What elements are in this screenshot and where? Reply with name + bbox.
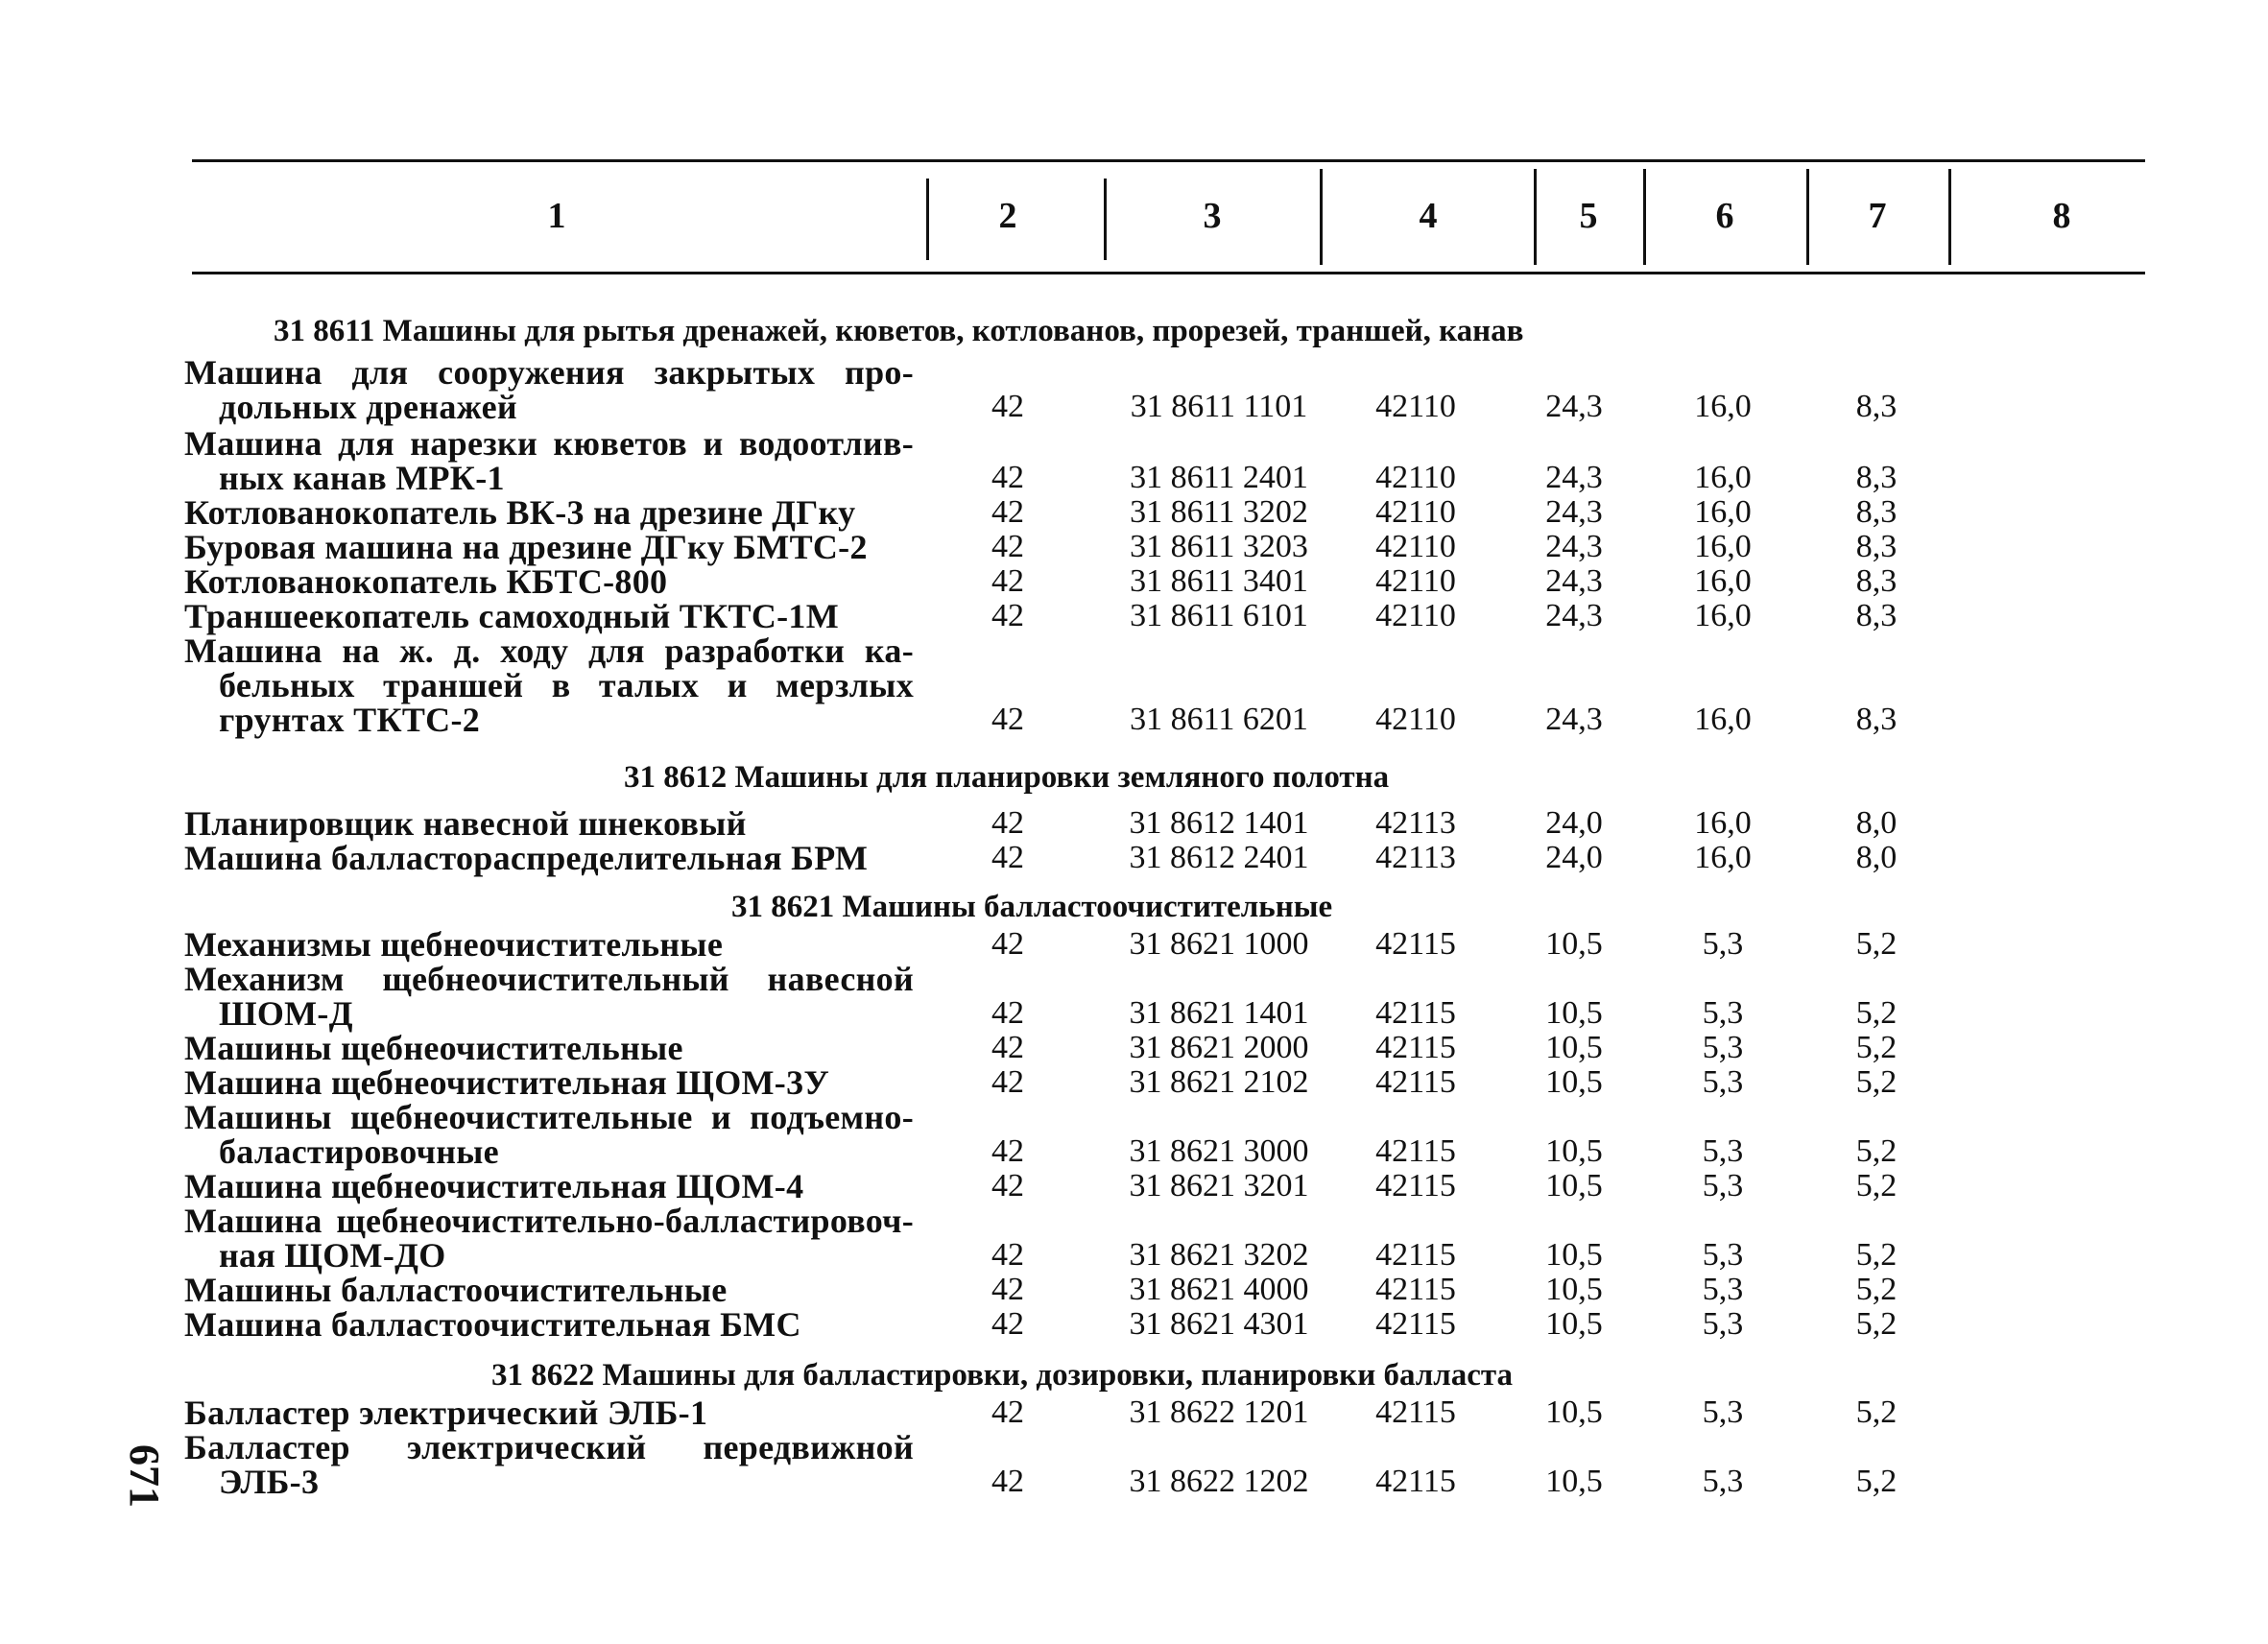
cell-c6: 16,0 [1694, 598, 1752, 633]
cell-c4: 42113 [1375, 840, 1456, 875]
cell-c7: 5,2 [1855, 1030, 1898, 1065]
machine-name-line: Машина щебнеочистительно-балластировоч- [184, 1202, 914, 1240]
cell-c6: 5,3 [1702, 1064, 1744, 1100]
cell-c3: 31 8611 3401 [1130, 563, 1308, 599]
cell-c7: 5,2 [1855, 1464, 1898, 1499]
cell-c3: 31 8621 1000 [1129, 926, 1309, 962]
machine-name-line: Машина на ж. д. ходу для разработки ка- [184, 631, 914, 670]
machine-name [184, 1307, 914, 1342]
machine-name-line: грунтах ТКТС-2 [219, 701, 481, 739]
cell-c5: 24,3 [1545, 494, 1603, 530]
cell-c6: 5,3 [1702, 1237, 1744, 1273]
cell-c7: 5,2 [1855, 1272, 1898, 1307]
cell-c4: 42110 [1375, 529, 1456, 564]
cell-c6: 5,3 [1702, 1394, 1744, 1430]
cell-c5: 10,5 [1545, 1464, 1603, 1499]
cell-c4: 42115 [1375, 926, 1456, 962]
cell-c6: 16,0 [1694, 529, 1752, 564]
section-heading: 31 8621 Машины балластоочистительные [731, 890, 1333, 924]
machine-name-line: Механизмы щебнеочистительные [184, 925, 724, 964]
cell-c2: 42 [991, 1064, 1024, 1100]
machine-name [184, 564, 914, 599]
header-col-3: 3 [1203, 196, 1222, 236]
machine-name-line: Балластер электрический передвижной [184, 1428, 914, 1466]
cell-c7: 5,2 [1855, 1064, 1898, 1100]
header-col-5: 5 [1579, 196, 1598, 236]
machine-name-line: дольных дренажей [219, 388, 517, 426]
cell-c5: 10,5 [1545, 926, 1603, 962]
section-heading: 31 8611 Машины для рытья дренажей, кюветов, котлованов, прорезей, траншей, канав [274, 314, 1524, 348]
cell-c5: 24,3 [1545, 529, 1603, 564]
machine-name-line: ЭЛБ-3 [219, 1463, 320, 1501]
machine-name-line: Машины щебнеочистительные и подъемно- [184, 1098, 914, 1136]
header-col-1: 1 [547, 196, 566, 236]
header-separator [1534, 169, 1537, 265]
cell-c4: 42113 [1375, 805, 1456, 841]
machine-name [184, 1169, 914, 1203]
header-col-8: 8 [2052, 196, 2071, 236]
cell-c3: 31 8621 3000 [1129, 1133, 1309, 1169]
machine-name-line: Механизм щебнеочистительный навесной [184, 960, 914, 998]
cell-c3: 31 8621 3202 [1129, 1237, 1309, 1273]
header-separator [1806, 169, 1809, 265]
cell-c2: 42 [991, 1306, 1024, 1342]
cell-c5: 24,3 [1545, 702, 1603, 737]
cell-c3: 31 8611 6201 [1130, 702, 1308, 737]
cell-c5: 24,0 [1545, 840, 1603, 875]
cell-c3: 31 8622 1201 [1129, 1394, 1309, 1430]
cell-c3: 31 8612 2401 [1129, 840, 1309, 875]
cell-c6: 5,3 [1702, 1306, 1744, 1342]
cell-c5: 10,5 [1545, 1394, 1603, 1430]
cell-c2: 42 [991, 1030, 1024, 1065]
machine-name-line: бельных траншей в талых и мерзлых [219, 666, 914, 704]
cell-c4: 42115 [1375, 1168, 1456, 1203]
cell-c2: 42 [991, 460, 1024, 495]
machine-name [184, 599, 914, 633]
cell-c2: 42 [991, 1133, 1024, 1169]
cell-c6: 16,0 [1694, 494, 1752, 530]
machine-name-line: ных канав МРК-1 [219, 459, 505, 497]
cell-c7: 8,3 [1855, 494, 1898, 530]
cell-c4: 42115 [1375, 1030, 1456, 1065]
cell-c6: 5,3 [1702, 995, 1744, 1031]
cell-c7: 5,2 [1855, 1133, 1898, 1169]
machine-name [184, 426, 914, 495]
cell-c3: 31 8612 1401 [1129, 805, 1309, 841]
cell-c4: 42115 [1375, 995, 1456, 1031]
cell-c5: 24,3 [1545, 563, 1603, 599]
cell-c5: 10,5 [1545, 1133, 1603, 1169]
cell-c4: 42110 [1375, 563, 1456, 599]
machine-name-line: Машина щебнеочистительная ЩОМ-3У [184, 1063, 830, 1102]
cell-c3: 31 8621 4000 [1129, 1272, 1309, 1307]
cell-c2: 42 [991, 1168, 1024, 1203]
machine-name-line: Машина щебнеочистительная ЩОМ-4 [184, 1167, 804, 1205]
cell-c3: 31 8621 1401 [1129, 995, 1309, 1031]
cell-c2: 42 [991, 926, 1024, 962]
machine-name [184, 1430, 914, 1499]
cell-c3: 31 8611 2401 [1130, 460, 1308, 495]
cell-c7: 8,3 [1855, 563, 1898, 599]
cell-c6: 16,0 [1694, 389, 1752, 424]
cell-c4: 42115 [1375, 1464, 1456, 1499]
cell-c2: 42 [991, 1394, 1024, 1430]
header-col-4: 4 [1419, 196, 1438, 236]
cell-c4: 42115 [1375, 1237, 1456, 1273]
header-col-6: 6 [1715, 196, 1734, 236]
machine-name [184, 806, 914, 841]
machine-name [184, 1100, 914, 1169]
machine-name-line: Машина для нарезки кюветов и водоотлив- [184, 424, 914, 463]
cell-c2: 42 [991, 494, 1024, 530]
cell-c4: 42110 [1375, 598, 1456, 633]
machine-name-line: Машина балласторaспределительная БРМ [184, 839, 869, 877]
cell-c3: 31 8621 4301 [1129, 1306, 1309, 1342]
machine-name [184, 962, 914, 1031]
cell-c6: 5,3 [1702, 1030, 1744, 1065]
machine-name-line: ная ЩОМ-ДО [219, 1236, 446, 1275]
header-top-rule [192, 159, 2145, 162]
cell-c2: 42 [991, 995, 1024, 1031]
header-separator [1104, 179, 1107, 260]
cell-c6: 16,0 [1694, 805, 1752, 841]
cell-c2: 42 [991, 840, 1024, 875]
cell-c4: 42115 [1375, 1394, 1456, 1430]
cell-c3: 31 8611 3203 [1130, 529, 1308, 564]
machine-name-line: Машины щебнеочистительные [184, 1029, 683, 1067]
machine-name-line: Котлованокопатель КБТС-800 [184, 562, 668, 601]
cell-c5: 10,5 [1545, 1306, 1603, 1342]
cell-c7: 5,2 [1855, 1237, 1898, 1273]
machine-name [184, 927, 914, 962]
machine-name [184, 1273, 914, 1307]
cell-c2: 42 [991, 1237, 1024, 1273]
cell-c5: 10,5 [1545, 1237, 1603, 1273]
header-col-2: 2 [998, 196, 1017, 236]
cell-c5: 10,5 [1545, 1168, 1603, 1203]
cell-c5: 10,5 [1545, 1272, 1603, 1307]
cell-c7: 5,2 [1855, 926, 1898, 962]
machine-name-line: Машина балластоочистительная БМС [184, 1305, 801, 1344]
cell-c5: 24,3 [1545, 460, 1603, 495]
cell-c3: 31 8611 1101 [1130, 389, 1308, 424]
machine-name-line: Траншеекопатель самоходный ТКТС-1М [184, 597, 839, 635]
machine-name-line: баластировочные [219, 1132, 499, 1171]
cell-c2: 42 [991, 529, 1024, 564]
machine-name [184, 1065, 914, 1100]
cell-c7: 8,3 [1855, 529, 1898, 564]
cell-c4: 42110 [1375, 389, 1456, 424]
cell-c4: 42115 [1375, 1064, 1456, 1100]
cell-c5: 10,5 [1545, 1030, 1603, 1065]
machine-name [184, 355, 914, 424]
header-separator [926, 179, 929, 260]
header-col-7: 7 [1868, 196, 1887, 236]
cell-c6: 16,0 [1694, 702, 1752, 737]
cell-c6: 16,0 [1694, 563, 1752, 599]
cell-c7: 5,2 [1855, 1394, 1898, 1430]
cell-c3: 31 8611 3202 [1130, 494, 1308, 530]
cell-c2: 42 [991, 389, 1024, 424]
cell-c7: 5,2 [1855, 995, 1898, 1031]
machine-name [184, 1395, 914, 1430]
machine-name [184, 633, 914, 737]
cell-c5: 10,5 [1545, 1064, 1603, 1100]
cell-c2: 42 [991, 1464, 1024, 1499]
cell-c6: 5,3 [1702, 1133, 1744, 1169]
cell-c6: 16,0 [1694, 840, 1752, 875]
machine-name-line: Котлованокопатель ВК-3 на дрезине ДГку [184, 493, 856, 532]
header-separator [1948, 169, 1951, 265]
cell-c6: 5,3 [1702, 1464, 1744, 1499]
machine-name-line: Балластер электрический ЭЛБ-1 [184, 1394, 708, 1432]
cell-c4: 42110 [1375, 460, 1456, 495]
machine-name-line: Планировщик навесной шнековый [184, 804, 747, 843]
cell-c3: 31 8621 3201 [1129, 1168, 1309, 1203]
cell-c4: 42110 [1375, 494, 1456, 530]
cell-c3: 31 8621 2102 [1129, 1064, 1309, 1100]
page-number: 671 [121, 1444, 168, 1508]
machine-name-line: Машина для сооружения закрытых про- [184, 353, 914, 392]
cell-c2: 42 [991, 805, 1024, 841]
cell-c7: 8,0 [1855, 805, 1898, 841]
cell-c2: 42 [991, 563, 1024, 599]
machine-name [184, 841, 914, 875]
cell-c7: 5,2 [1855, 1168, 1898, 1203]
cell-c7: 8,3 [1855, 389, 1898, 424]
cell-c5: 24,0 [1545, 805, 1603, 841]
cell-c6: 5,3 [1702, 1168, 1744, 1203]
cell-c7: 8,3 [1855, 460, 1898, 495]
cell-c5: 24,3 [1545, 389, 1603, 424]
machine-name-line: ШОМ-Д [219, 994, 353, 1033]
cell-c2: 42 [991, 702, 1024, 737]
cell-c4: 42115 [1375, 1133, 1456, 1169]
machine-name [184, 495, 914, 530]
machine-name [184, 1203, 914, 1273]
header-separator [1320, 169, 1323, 265]
machine-name [184, 1031, 914, 1065]
cell-c6: 16,0 [1694, 460, 1752, 495]
cell-c6: 5,3 [1702, 926, 1744, 962]
section-heading: 31 8612 Машины для планировки земляного полотна [624, 760, 1390, 795]
section-heading: 31 8622 Машины для балластировки, дозировки, планировки балласта [491, 1358, 1514, 1393]
cell-c3: 31 8621 2000 [1129, 1030, 1309, 1065]
cell-c4: 42110 [1375, 702, 1456, 737]
cell-c7: 8,3 [1855, 702, 1898, 737]
cell-c6: 5,3 [1702, 1272, 1744, 1307]
cell-c2: 42 [991, 1272, 1024, 1307]
cell-c3: 31 8611 6101 [1130, 598, 1308, 633]
cell-c5: 24,3 [1545, 598, 1603, 633]
cell-c7: 5,2 [1855, 1306, 1898, 1342]
cell-c5: 10,5 [1545, 995, 1603, 1031]
cell-c3: 31 8622 1202 [1129, 1464, 1309, 1499]
machine-name-line: Буровая машина на дрезине ДГку БМТС-2 [184, 528, 868, 566]
header-bottom-rule [192, 272, 2145, 274]
cell-c7: 8,3 [1855, 598, 1898, 633]
cell-c4: 42115 [1375, 1272, 1456, 1307]
machine-name [184, 530, 914, 564]
cell-c4: 42115 [1375, 1306, 1456, 1342]
machine-name-line: Машины балластоочистительные [184, 1271, 728, 1309]
cell-c7: 8,0 [1855, 840, 1898, 875]
header-separator [1643, 169, 1646, 265]
cell-c2: 42 [991, 598, 1024, 633]
